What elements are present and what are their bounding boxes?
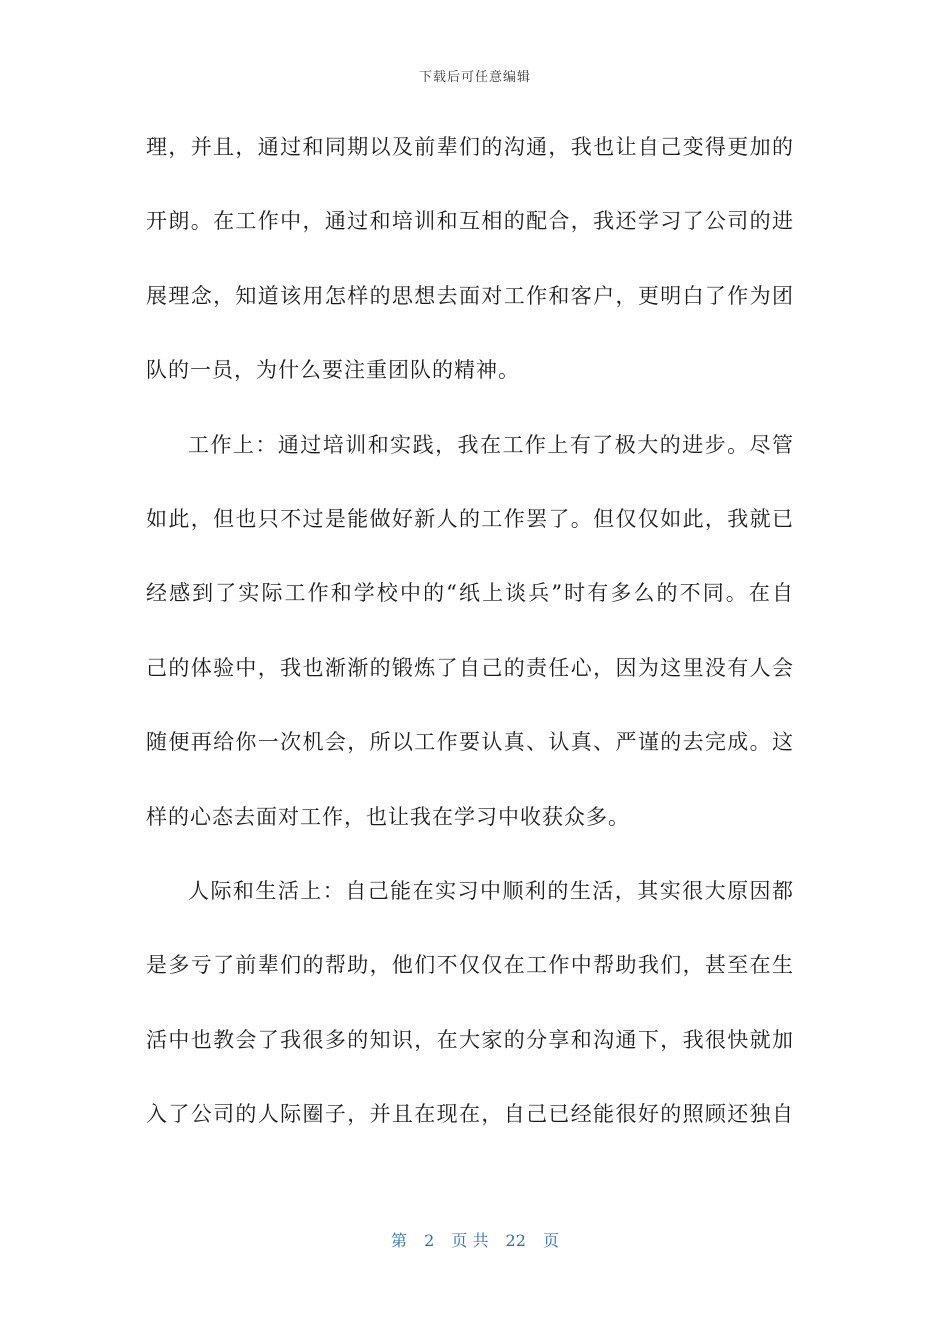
total-pages: 22 (505, 1231, 526, 1250)
text-line: 己的体验中，我也渐渐的锻炼了自己的责任心，因为这里没有人会 (146, 655, 794, 680)
page-end-label: 页 (543, 1231, 560, 1250)
page-footer (0, 1228, 950, 1251)
text-line: 经感到了实际工作和学校中的“纸上谈兵”时有多么的不同。在自 (146, 581, 794, 606)
text-line: 活中也教会了我很多的知识，在大家的分享和沟通下，我很快就加 (146, 1027, 794, 1052)
text-line: 入了公司的人际圈子，并且在现在，自己已经能很好的照顾还独自 (146, 1102, 794, 1127)
text-line: 理，并且，通过和同期以及前辈们的沟通，我也让自己变得更加的 (146, 135, 794, 159)
page-header: 下载后可任意编辑 (418, 70, 531, 85)
text-line: 人际和生活上：自己能在实习中顺利的生活，其实很大原因都 (188, 878, 794, 903)
text-line: 工作上：通过培训和实践，我在工作上有了极大的进步。尽管 (188, 432, 794, 457)
text-line: 随便再给你一次机会，所以工作要认真、认真、严谨的去完成。这 (146, 730, 794, 755)
text-line: 队的一员，为什么要注重团队的精神。 (146, 358, 520, 383)
text-line: 是多亏了前辈们的帮助，他们不仅仅在工作中帮助我们，甚至在生 (146, 953, 794, 978)
text-line: 开朗。在工作中，通过和培训和互相的配合，我还学习了公司的进 (146, 209, 794, 234)
page-number: 2 (424, 1231, 435, 1250)
text-line: 样的心态去面对工作，也让我在学习中收获众多。 (146, 804, 630, 829)
text-line: 如此，但也只不过是能做好新人的工作罢了。但仅仅如此，我就已 (146, 506, 794, 531)
page-label: 第 (390, 1231, 407, 1250)
page-mid-label: 页 共 (451, 1231, 489, 1250)
text-line: 展理念，知道该用怎样的思想去面对工作和客户，更明白了作为团 (146, 283, 794, 308)
document-body (146, 121, 794, 1162)
